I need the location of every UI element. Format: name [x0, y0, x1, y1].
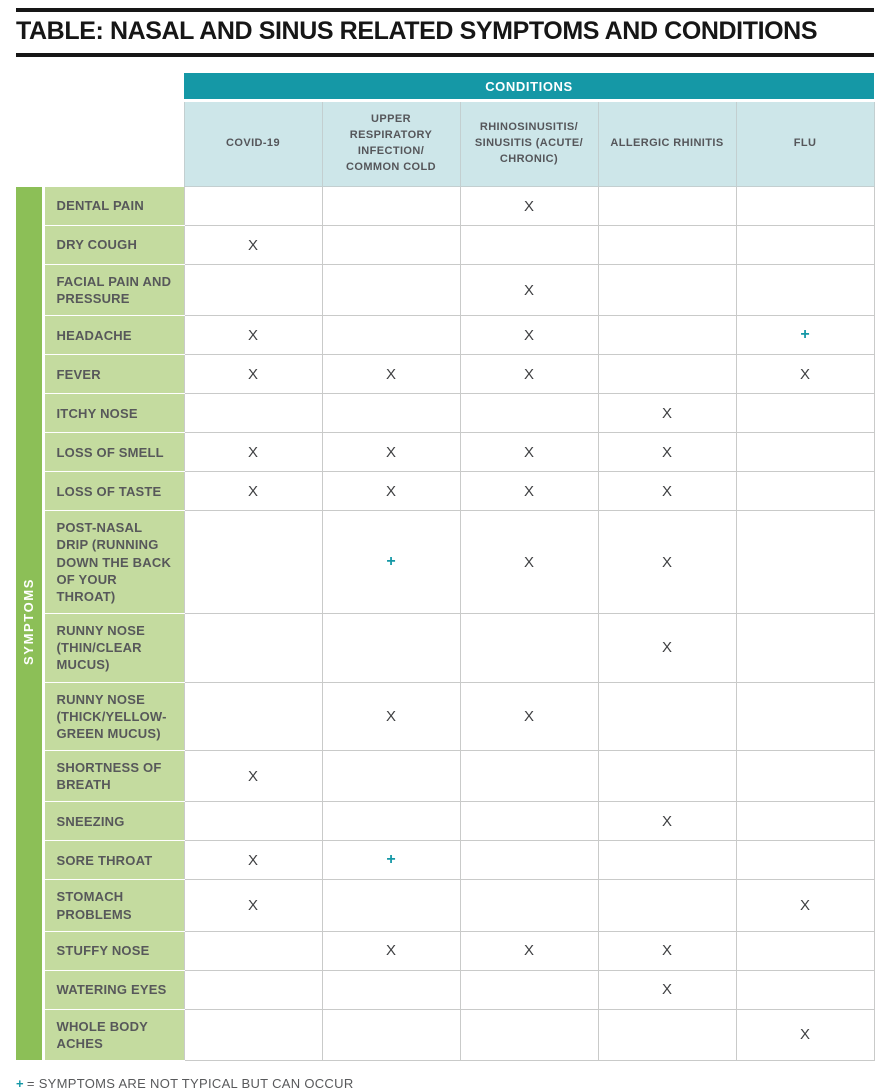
mark-cell: X: [598, 931, 736, 970]
mark-cell: [736, 472, 874, 511]
mark-cell: X: [460, 682, 598, 750]
mark-cell: X: [184, 316, 322, 355]
table-row: [16, 265, 874, 316]
mark-cell: [598, 316, 736, 355]
mark-cell: [736, 187, 874, 226]
mark-cell: [598, 682, 736, 750]
plus-symbol: +: [16, 1075, 24, 1091]
mark-cell: [184, 394, 322, 433]
mark-cell: X: [460, 187, 598, 226]
table-row: [16, 614, 874, 682]
table-row: [16, 931, 874, 970]
mark-cell: [736, 226, 874, 265]
mark-cell: [598, 1009, 736, 1060]
column-header-1: COVID-19: [184, 101, 322, 187]
table-row: [16, 187, 874, 226]
symptom-label: SNEEZING: [43, 802, 184, 841]
symptom-label: FEVER: [43, 355, 184, 394]
conditions-header: CONDITIONS: [184, 73, 874, 101]
mark-cell: [184, 265, 322, 316]
mark-cell: [460, 880, 598, 931]
symptoms-bar-label: SYMPTOMS: [21, 577, 37, 665]
mark-cell: [736, 394, 874, 433]
mark-cell: X: [322, 433, 460, 472]
mark-cell: [736, 511, 874, 614]
page-title: TABLE: NASAL AND SINUS RELATED SYMPTOMS AND CONDITIONS: [16, 17, 818, 45]
table-row: [16, 1009, 874, 1060]
mark-cell: X: [736, 880, 874, 931]
mark-cell: [322, 970, 460, 1009]
mark-cell: +: [736, 316, 874, 355]
table-row: [16, 751, 874, 802]
mark-cell: X: [598, 970, 736, 1009]
mark-cell: X: [322, 355, 460, 394]
corner-spacer: [16, 101, 184, 187]
mark-cell: X: [460, 511, 598, 614]
column-header-5: FLU: [736, 101, 874, 187]
mark-cell: X: [736, 355, 874, 394]
mark-cell: X: [460, 355, 598, 394]
mark-cell: [460, 802, 598, 841]
symptom-label: SORE THROAT: [43, 841, 184, 880]
mark-cell: X: [598, 802, 736, 841]
mark-cell: +: [322, 841, 460, 880]
mark-cell: X: [184, 751, 322, 802]
mark-cell: [322, 614, 460, 682]
table-row: [16, 394, 874, 433]
mark-cell: [322, 226, 460, 265]
mark-cell: [460, 970, 598, 1009]
conditions-band-row: [16, 73, 874, 101]
mark-cell: [184, 614, 322, 682]
mark-cell: [460, 751, 598, 802]
mark-cell: X: [184, 433, 322, 472]
mark-cell: [184, 931, 322, 970]
legend: [16, 1076, 876, 1091]
symptom-label: FACIAL PAIN AND PRESSURE: [43, 265, 184, 316]
mark-cell: X: [184, 226, 322, 265]
symptom-label: RUNNY NOSE (THIN/CLEAR MUCUS): [43, 614, 184, 682]
table-row: [16, 880, 874, 931]
mark-cell: X: [460, 433, 598, 472]
mark-cell: [322, 751, 460, 802]
mark-cell: X: [184, 841, 322, 880]
mark-cell: [598, 187, 736, 226]
symptom-label: WATERING EYES: [43, 970, 184, 1009]
mark-cell: [460, 226, 598, 265]
symptom-label: DENTAL PAIN: [43, 187, 184, 226]
symptoms-bar: [16, 187, 43, 1061]
symptom-label: LOSS OF SMELL: [43, 433, 184, 472]
mark-cell: X: [322, 931, 460, 970]
mark-cell: [322, 265, 460, 316]
mark-cell: X: [598, 614, 736, 682]
mark-cell: [460, 1009, 598, 1060]
mark-cell: [322, 880, 460, 931]
mark-cell: [460, 614, 598, 682]
mark-cell: [322, 187, 460, 226]
mark-cell: X: [322, 472, 460, 511]
symptom-label: STOMACH PROBLEMS: [43, 880, 184, 931]
mark-cell: X: [460, 931, 598, 970]
mark-cell: [598, 265, 736, 316]
table-row: [16, 355, 874, 394]
mark-cell: [736, 614, 874, 682]
symptom-label: WHOLE BODY ACHES: [43, 1009, 184, 1060]
table-row: [16, 802, 874, 841]
mark-cell: [184, 970, 322, 1009]
symptom-label: STUFFY NOSE: [43, 931, 184, 970]
mark-cell: X: [598, 472, 736, 511]
column-header-2: UPPER RESPIRATORY INFECTION/ COMMON COLD: [322, 101, 460, 187]
title-block: [16, 8, 874, 57]
symptom-label: DRY COUGH: [43, 226, 184, 265]
mark-cell: [184, 511, 322, 614]
mark-cell: [598, 880, 736, 931]
mark-cell: X: [598, 433, 736, 472]
symptom-label: POST-NASAL DRIP (RUNNING DOWN THE BACK OF YOUR THROAT): [43, 511, 184, 614]
mark-cell: [184, 1009, 322, 1060]
mark-cell: [184, 682, 322, 750]
mark-cell: +: [322, 511, 460, 614]
mark-cell: X: [322, 682, 460, 750]
corner-spacer: [16, 73, 184, 101]
mark-cell: [736, 433, 874, 472]
mark-cell: [736, 931, 874, 970]
mark-cell: [184, 802, 322, 841]
mark-cell: [736, 841, 874, 880]
mark-cell: [736, 265, 874, 316]
mark-cell: [460, 394, 598, 433]
table-row: [16, 970, 874, 1009]
column-header-4: ALLERGIC RHINITIS: [598, 101, 736, 187]
mark-cell: [736, 802, 874, 841]
mark-cell: X: [460, 472, 598, 511]
mark-cell: X: [598, 511, 736, 614]
table-row: [16, 511, 874, 614]
mark-cell: X: [736, 1009, 874, 1060]
symptom-label: SHORTNESS OF BREATH: [43, 751, 184, 802]
symptoms-conditions-table: [16, 73, 875, 1061]
mark-cell: [184, 187, 322, 226]
mark-cell: [598, 355, 736, 394]
table-row: [16, 226, 874, 265]
mark-cell: [598, 751, 736, 802]
table-row: [16, 316, 874, 355]
mark-cell: [322, 802, 460, 841]
mark-cell: [736, 751, 874, 802]
mark-cell: [460, 841, 598, 880]
mark-cell: X: [184, 472, 322, 511]
mark-cell: X: [460, 265, 598, 316]
mark-cell: [736, 970, 874, 1009]
mark-cell: [736, 682, 874, 750]
mark-cell: X: [184, 880, 322, 931]
mark-cell: [322, 316, 460, 355]
table-row: [16, 433, 874, 472]
mark-cell: [598, 226, 736, 265]
mark-cell: X: [184, 355, 322, 394]
mark-cell: [322, 1009, 460, 1060]
symptom-label: HEADACHE: [43, 316, 184, 355]
column-header-3: RHINOSINUSITIS/ SINUSITIS (ACUTE/ CHRONIC): [460, 101, 598, 187]
symptom-label: RUNNY NOSE (THICK/YELLOW- GREEN MUCUS): [43, 682, 184, 750]
table-row: [16, 682, 874, 750]
column-header-row: [16, 101, 874, 187]
table-row: [16, 841, 874, 880]
symptom-label: LOSS OF TASTE: [43, 472, 184, 511]
mark-cell: X: [598, 394, 736, 433]
table-row: [16, 472, 874, 511]
mark-cell: X: [460, 316, 598, 355]
legend-text: = SYMPTOMS ARE NOT TYPICAL BUT CAN OCCUR: [26, 1075, 354, 1091]
symptom-label: ITCHY NOSE: [43, 394, 184, 433]
mark-cell: [598, 841, 736, 880]
mark-cell: [322, 394, 460, 433]
